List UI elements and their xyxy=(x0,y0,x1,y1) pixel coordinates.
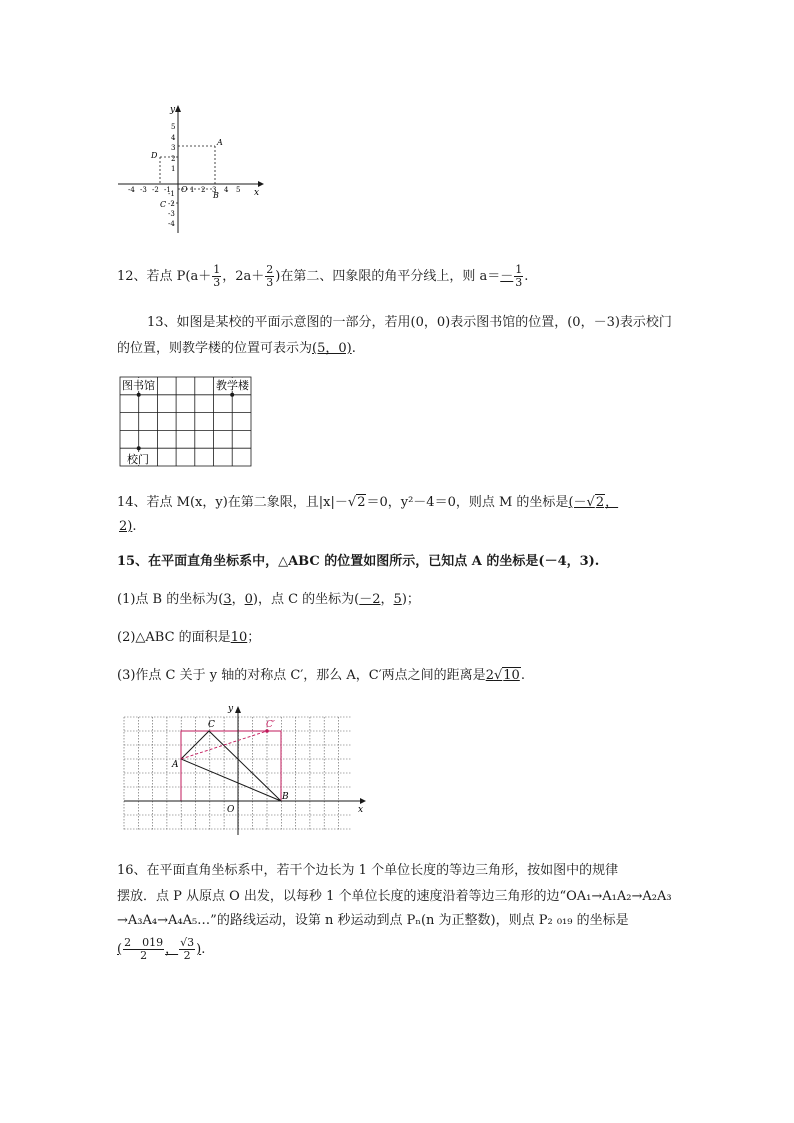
q12-text-mid: ，2a＋ xyxy=(222,269,265,284)
question-16-line2: 摆放．点 P 从原点 O 出发，以每秒 1 个单位长度的速度沿着等边三角形的边“OA₁→A₁A₂→A₂A₃ xyxy=(117,889,672,904)
q12-answer: － $\frac{1}{3}$ xyxy=(500,263,523,289)
point-b-label: B xyxy=(213,191,219,200)
question-15-part2: (2)△ABC 的面积是10； xyxy=(117,630,261,645)
question-16-line1: 16、在平面直角坐标系中，若干个边长为 1 个单位长度的等边三角形，按如图中的规律 xyxy=(117,863,619,878)
q13-answer: (5，0) xyxy=(312,341,352,356)
fig15-y-label: y xyxy=(228,704,234,714)
q11-coordinate-figure xyxy=(118,100,268,235)
y-tick: -1 xyxy=(168,190,175,198)
q12-text-pre: 12、若点 P(a＋ xyxy=(117,269,212,284)
fig15-x-label: x xyxy=(358,805,364,815)
question-15-part1: (1)点 B 的坐标为(3，0)，点 C 的坐标为(－2，5)； xyxy=(117,592,420,607)
q15-b-y-answer: 0 xyxy=(244,592,253,607)
question-14-cont: 2). xyxy=(119,519,137,534)
fig15-origin: O xyxy=(227,805,235,815)
origin-label: O xyxy=(181,185,188,194)
fig15-point-a: A xyxy=(172,760,179,770)
x-tick: 3 xyxy=(212,186,217,194)
q15-b-x-answer: 3 xyxy=(223,592,232,607)
q12-fraction-2: $\frac{2}{3}$ xyxy=(266,263,274,289)
x-tick: 1 xyxy=(190,186,195,194)
teaching-building-label: 教学楼 xyxy=(216,379,249,392)
y-tick: 5 xyxy=(171,123,176,131)
question-15-stem: 15、在平面直角坐标系中，△ABC 的位置如图所示，已知点 A 的坐标是(－4，3). xyxy=(117,554,600,569)
q15-c-x-answer: －2 xyxy=(359,592,381,607)
question-14: 14、若点 M(x，y)在第二象限，且|x|－√2＝0，y²－4＝0，则点 M 的坐标是(－√2， xyxy=(117,495,619,510)
q14-text-mid: ＝0，y²－4＝0，则点 M 的坐标是 xyxy=(366,495,569,510)
fig15-point-c: C xyxy=(208,720,215,730)
q16-answer: ( $\frac{2 019}{2}$ ， $\frac{√3}{2}$ ) xyxy=(117,936,202,962)
q14-answer-line2: 2) xyxy=(119,519,133,534)
x-tick: -4 xyxy=(128,186,135,194)
fig15-point-b: B xyxy=(282,792,289,802)
question-16-answer: ( $\frac{2 019}{2}$ ， $\frac{√3}{2}$ ). xyxy=(117,936,206,962)
question-15-part3: (3)作点 C 关于 y 轴的对称点 C′，那么 A，C′两点之间的距离是2√10. xyxy=(117,668,525,683)
x-axis-label: x xyxy=(254,188,260,198)
q15-distance-answer: 2√10 xyxy=(485,668,520,683)
q13-text: 13、如图是某校的平面示意图的一部分，若用(0，0)表示图书馆的位置，(0，－3)表示校门的位置，则教学楼的位置可表示为 xyxy=(117,315,672,356)
q14-answer-line1: (－√2， xyxy=(568,495,619,510)
y-tick: 1 xyxy=(171,165,176,173)
question-13: 13、如图是某校的平面示意图的一部分，若用(0，0)表示图书馆的位置，(0，－3)表示校门的位置，则教学楼的位置可表示为(5，0). xyxy=(117,315,672,356)
q13-school-grid-figure xyxy=(119,376,253,468)
x-tick: 4 xyxy=(224,186,229,194)
point-c-label: C xyxy=(160,200,167,209)
q14-text-pre: 14、若点 M(x，y)在第二象限，且|x|－ xyxy=(117,495,348,510)
x-tick: -1 xyxy=(164,186,171,194)
x-tick: -2 xyxy=(152,186,159,194)
y-tick: 2 xyxy=(171,155,176,163)
point-a-label: A xyxy=(217,138,223,147)
q12-text-post: )在第二、四象限的角平分线上，则 a＝ xyxy=(275,269,501,284)
q15-area-answer: 10 xyxy=(230,630,248,645)
point-d-label: D xyxy=(151,151,158,160)
q15-triangle-figure xyxy=(120,703,370,837)
y-tick: 4 xyxy=(171,134,176,142)
question-12: 12、若点 P(a＋ $\frac{1}{3}$ ，2a＋ $\frac{2}{3}$ )在第二、四象限的角平分线上，则 a＝－ $\frac{1}{3}$ . xyxy=(117,263,529,289)
x-tick: -3 xyxy=(140,186,147,194)
y-tick: -2 xyxy=(168,200,175,208)
x-tick: 5 xyxy=(236,186,241,194)
fig15-point-c-prime: C′ xyxy=(266,720,275,730)
y-tick: -3 xyxy=(168,210,175,218)
school-gate-label: 校门 xyxy=(127,453,149,466)
y-tick: -4 xyxy=(168,220,175,228)
y-axis-label: y xyxy=(170,105,176,115)
q15-c-y-answer: 5 xyxy=(393,592,402,607)
q12-fraction-1: $\frac{1}{3}$ xyxy=(213,263,221,289)
question-16-line3: →A₃A₄→A₄A₅…”的路线运动，设第 n 秒运动到点 Pₙ(n 为正整数)，则点 P₂ ₀₁₉ 的坐标是 xyxy=(117,913,629,928)
library-label: 图书馆 xyxy=(122,379,155,392)
y-tick: 3 xyxy=(171,144,176,152)
x-tick: 2 xyxy=(201,186,206,194)
